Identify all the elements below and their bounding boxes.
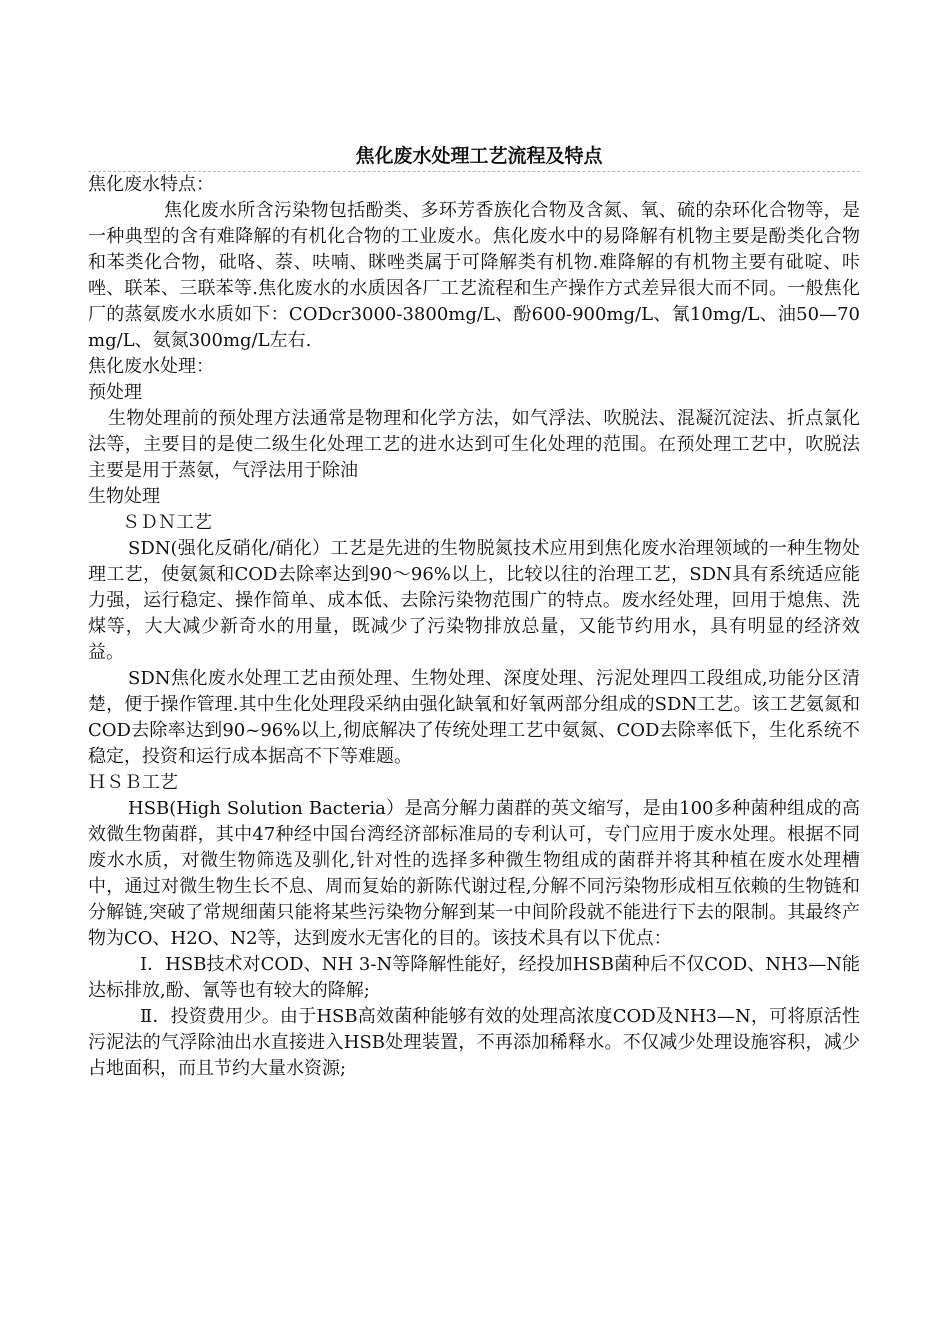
sdn-paragraph-1: SDN(强化反硝化/硝化）工艺是先进的生物脱氮技术应用到焦化废水治理领域的一种生物处理工艺，使氨氮和COD去除率达到90～96%以上，比较以往的治理工艺，SDN具有系统适应能力强，运行稳定、操作简单、成本低、去除污染物范围广的特点。废水经处理，回用于熄焦、洗煤等，大大减少新奇水的用量，既减少了污染物排放总量，又能节约用水，具有明显的经济效益。 bbox=[88, 538, 860, 663]
treatment-heading: 焦化废水处理： bbox=[88, 356, 214, 377]
document-page bbox=[88, 142, 860, 1082]
sdn-heading: ＳＤＮ工艺 bbox=[122, 512, 212, 533]
hsb-point-1: Ⅰ．HSB技术对COD、NH 3-N等降解性能好，经投加HSB菌种后不仅COD、NH3—N能达标排放,酚、氰等也有较大的降解; bbox=[88, 954, 860, 1001]
sdn-paragraph-2: SDN焦化废水处理工艺由预处理、生物处理、深度处理、污泥处理四工段组成,功能分区清楚，便于操作管理.其中生化处理段采纳由强化缺氧和好氧两部分组成的SDN工艺。该工艺氨氮和COD去除率达到90~96%以上,彻底解决了传统处理工艺中氨氮、COD去除率低下，生化系统不稳定，投资和运行成本据高不下等难题。 bbox=[88, 668, 860, 767]
hsb-heading: ＨＳＢ工艺 bbox=[88, 772, 178, 793]
document-title: 焦化废水处理工艺流程及特点 bbox=[355, 145, 603, 167]
pretreatment-heading: 预处理 bbox=[88, 382, 142, 403]
hsb-paragraph: HSB(High Solution Bacteria）是高分解力菌群的英文缩写，是由100多种菌种组成的高效微生物菌群，其中47种经中国台湾经济部标准局的专利认可，专门应用于废水处理。根据不同废水水质，对微生物筛选及驯化,针对性的选择多种微生物组成的菌群并将其种植在废水处理槽中，通过对微生物生长不息、周而复始的新陈代谢过程,分解不同污染物形成相互依赖的生物链和分解链,突破了常规细菌只能将某些污染物分解到某一中间阶段就不能进行下去的限制。其最终产物为CO、H2O、N2等，达到废水无害化的目的。该技术具有以下优点： bbox=[88, 798, 860, 949]
features-paragraph: 焦化废水所含污染物包括酚类、多环芳香族化合物及含氮、氧、硫的杂环化合物等，是一种典型的含有难降解的有机化合物的工业废水。焦化废水中的易降解有机物主要是酚类化合物和苯类化合物，砒咯、萘、呋喃、眯唑类属于可降解类有机物.难降解的有机物主要有砒啶、咔唑、联苯、三联苯等.焦化废水的水质因各厂工艺流程和生产操作方式差异很大而不同。一般焦化厂的蒸氨废水水质如下：CODcr3000-3800mg/L、酚600-900mg/L、氰10mg/L、油50—70mg/L、氨氮300mg/L左右. bbox=[88, 200, 860, 351]
features-heading: 焦化废水特点： bbox=[88, 174, 214, 195]
bio-treatment-heading: 生物处理 bbox=[88, 486, 160, 507]
hsb-point-2: Ⅱ．投资费用少。由于HSB高效菌种能够有效的处理高浓度COD及NH3—N，可将原活性污泥法的气浮除油出水直接进入HSB处理装置，不再添加稀释水。不仅减少处理设施容积，减少占地面积，而且节约大量水资源; bbox=[88, 1006, 860, 1079]
pretreatment-paragraph: 生物处理前的预处理方法通常是物理和化学方法，如气浮法、吹脱法、混凝沉淀法、折点氯化法等，主要目的是使二级生化处理工艺的进水达到可生化处理的范围。在预处理工艺中，吹脱法主要是用于蒸氨，气浮法用于除油 bbox=[88, 408, 860, 481]
